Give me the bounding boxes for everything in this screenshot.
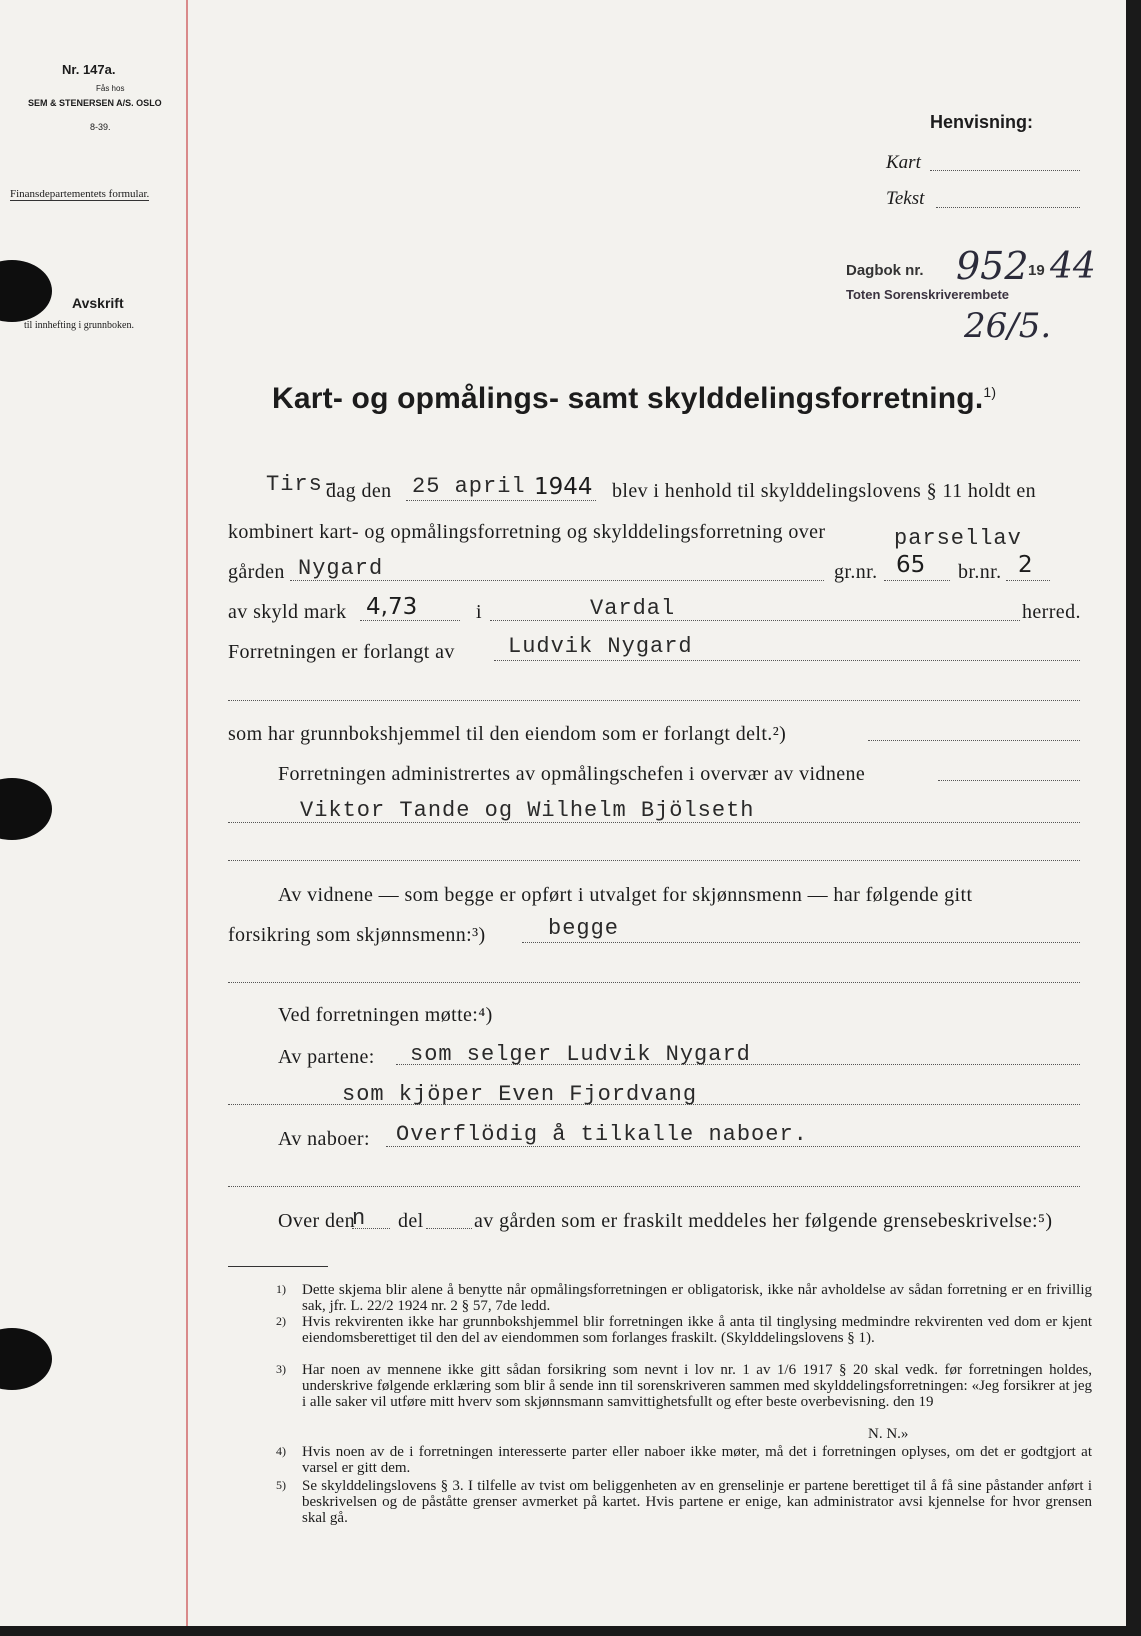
- footnote-1-text: Dette skjema blir alene å benytte når opmålingsforretningen er obligatorisk, ikke når avholdelse av sådan forretning er en frivillig sak, jfr. L. 22/2 1924 nr. 2 § 57, 7de ledd.: [302, 1282, 1092, 1314]
- footnote-4-text: Hvis noen av de i forretningen interesserte parter eller naboer ikke møter, må det i forretningen oplyses, om det er godtgjort at varsel er gitt dem.: [302, 1444, 1092, 1476]
- journal-year-hand: 44: [1050, 246, 1096, 287]
- over-field: [352, 1228, 390, 1229]
- grnr-field: [884, 580, 950, 581]
- over-value: n: [352, 1206, 367, 1231]
- line1-text: blev i henhold til skylddelingslovens § 11 holdt en: [612, 480, 1037, 502]
- margin-line: [186, 0, 188, 1626]
- reference-title: Henvisning:: [930, 112, 1034, 132]
- title-statement: som har grunnbokshjemmel til den eiendom som er forlangt delt.²): [228, 723, 787, 745]
- witnesses-value: Viktor Tande og Wilhelm Bjölseth: [300, 798, 755, 823]
- farm-value: Nygard: [298, 556, 384, 581]
- footnote-2-number: 2): [276, 1314, 286, 1328]
- reference-map-label: Kart: [886, 152, 921, 173]
- journal-year-print: 19: [1028, 262, 1045, 279]
- skyld-value: 4,73: [366, 594, 418, 620]
- footnote-5-text: Se skylddelingslovens § 3. I tilfelle av tvist om beliggenheten av en grenselinje er partene berettiget til å få sine påstander anført i beskrivelsen og de påståtte grenser avmerket på kartet. Hvis partene er enige, kan administrator avsi kjennelse for hvor grensen skal gå.: [302, 1478, 1092, 1526]
- footnote-separator: [228, 1266, 328, 1267]
- day-value: Tirs-: [266, 472, 338, 497]
- blank-line-2: [228, 860, 1080, 861]
- skyld-field: [360, 620, 460, 621]
- parcel-value: parsellav: [894, 526, 1022, 551]
- requested-field: [494, 660, 1080, 661]
- day-label: dag den: [326, 480, 392, 502]
- reference-text-label: Tekst: [886, 188, 925, 209]
- journal-label: Dagbok nr.: [846, 262, 924, 279]
- witness-statement-2: forsikring som skjønnsmenn:³): [228, 924, 486, 946]
- form-number: Nr. 147a.: [62, 62, 116, 77]
- buyer-value: som kjöper Even Fjordvang: [342, 1082, 698, 1107]
- footnote-3-text: Har noen av mennene ikke gitt sådan forsikring som nevnt i lov nr. 1 av 1/6 1917 § 20 skal vedk. før forretningen holdes, underskrive følgende erklæring som blir å sende inn til sorenskriveren sammen med skylddelingsforretningen: «Jeg forsikrer at jeg i alle saker vil utføre mitt hverv som skjønnsmann samvittighetsfullt og efter beste overbevisning. den 19: [302, 1362, 1092, 1410]
- requested-value: Ludvik Nygard: [508, 634, 693, 659]
- punch-hole-top: [0, 260, 52, 322]
- date-field: [406, 500, 596, 501]
- municipality-value: Vardal: [590, 596, 676, 621]
- form-date-code: 8-39.: [90, 122, 111, 132]
- punch-hole-middle: [0, 778, 52, 840]
- parties-label: Av partene:: [278, 1046, 375, 1068]
- line2-text: kombinert kart- og opmålingsforretning og skylddelingsforretning over: [228, 521, 826, 543]
- requested-label: Forretningen er forlangt av: [228, 641, 455, 663]
- journal-number: 952: [956, 244, 1029, 288]
- publisher-name: SEM & STENERSEN A/S. OSLO: [28, 98, 162, 108]
- office-stamp: Toten Sorenskriverembete: [846, 287, 1010, 302]
- form-title-note: 1): [983, 384, 997, 400]
- witness-value: begge: [548, 916, 620, 941]
- grnr-label: gr.nr.: [834, 561, 878, 583]
- farm-label: gården: [228, 561, 285, 583]
- admin-field: [938, 780, 1080, 781]
- ministry-formular: Finansdepartementets formular.: [10, 188, 150, 200]
- blank-line-3: [228, 982, 1080, 983]
- footnote-5-number: 5): [276, 1478, 286, 1492]
- title-field: [868, 740, 1080, 741]
- del-field: [426, 1228, 472, 1229]
- admin-statement: Forretningen administrertes av opmålingschefen i overvær av vidnene: [278, 763, 866, 785]
- witness-statement-1: Av vidnene — som begge er opført i utvalget for skjønnsmenn — har følgende gitt: [278, 884, 973, 906]
- footnote-2-text: Hvis rekvirenten ikke har grunnbokshjemmel blir forretningen ikke å anta til tinglysing medmindre rekvirenten ved dom er kjent eiendomsberettiget til den del av eiendommen som forlanges fraskilt. (Skylddelingslovens § 1).: [302, 1314, 1092, 1346]
- footnote-3-number: 3): [276, 1362, 286, 1376]
- form-title-text: Kart- og opmålings- samt skylddelingsforretning.: [272, 382, 984, 415]
- municipality-field: [490, 620, 1020, 621]
- reference-text-field: [936, 207, 1080, 208]
- herred-label: herred.: [1022, 601, 1081, 623]
- form-title: [272, 382, 996, 416]
- brnr-value: 2: [1018, 552, 1033, 578]
- reference-map-field: [930, 170, 1080, 171]
- brnr-field: [1006, 580, 1050, 581]
- witness-field: [522, 942, 1080, 943]
- over-label: Over den: [278, 1210, 356, 1232]
- neighbours-label: Av naboer:: [278, 1128, 370, 1150]
- blank-line-1: [228, 700, 1080, 701]
- skyld-label: av skyld mark: [228, 601, 347, 623]
- copy-subtitle: til innhefting i grunnboken.: [24, 320, 134, 331]
- present-label: Ved forretningen møtte:⁴): [278, 1004, 493, 1026]
- del-label: del: [398, 1210, 424, 1232]
- copy-title: Avskrift: [72, 295, 124, 311]
- journal-date-hand: 26/5.: [964, 306, 1052, 346]
- boundary-statement: av gården som er fraskilt meddeles her følgende grensebeskrivelse:⁵): [474, 1210, 1053, 1232]
- neighbours-value: Overflödig å tilkalle naboer.: [396, 1122, 808, 1147]
- blank-line-4: [228, 1186, 1080, 1187]
- footnote-4-number: 4): [276, 1444, 286, 1458]
- brnr-label: br.nr.: [958, 561, 1002, 583]
- footnote-1-number: 1): [276, 1282, 286, 1296]
- publisher-note: Fås hos: [96, 84, 125, 93]
- seller-value: som selger Ludvik Nygard: [410, 1042, 751, 1067]
- footnote-3-signature: N. N.»: [868, 1426, 909, 1442]
- grnr-value: 65: [896, 552, 926, 578]
- year-value: 1944: [534, 474, 593, 500]
- in-label: i: [476, 601, 482, 623]
- date-value: 25 april: [412, 474, 526, 499]
- punch-hole-bottom: [0, 1328, 52, 1390]
